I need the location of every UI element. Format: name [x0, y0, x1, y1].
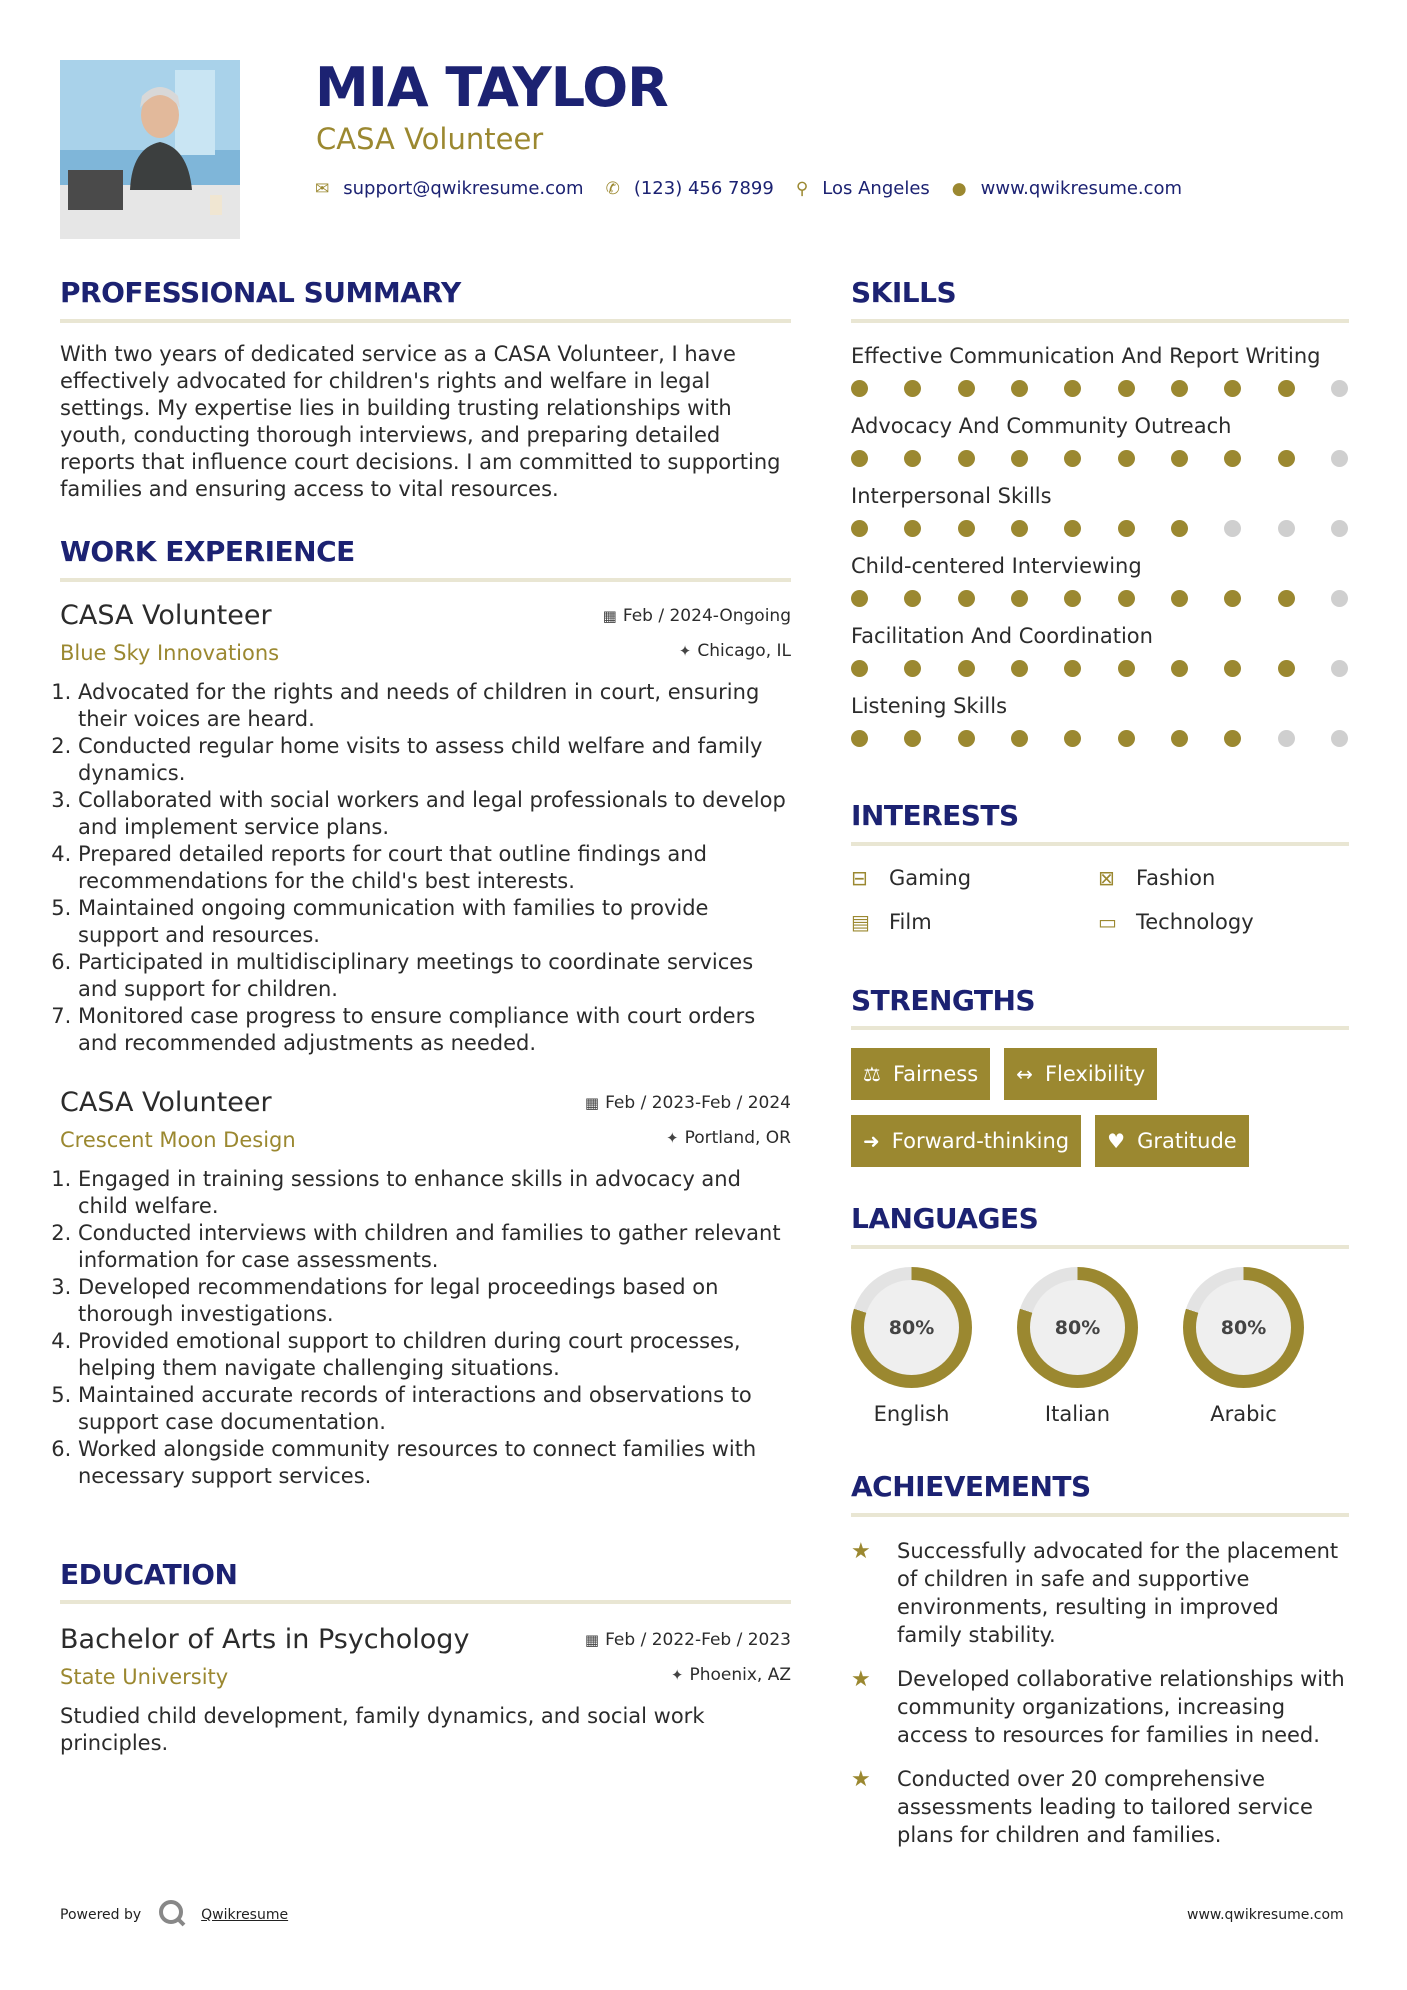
duty-item: 7. Monitored case progress to ensure compliance with court orders and recommended adjustments as needed. [78, 1003, 791, 1057]
section-heading: LANGUAGES [851, 1202, 1039, 1236]
section-heading: PROFESSIONAL SUMMARY [60, 276, 461, 309]
skill-dot-filled [958, 660, 975, 677]
skill-dot-filled [958, 450, 975, 467]
skill-dot-filled [1118, 380, 1135, 397]
phone-icon: ✆ [605, 178, 620, 199]
skill-dot-filled [1171, 380, 1188, 397]
achievement-item [851, 1665, 1349, 1749]
pushpin-icon: ✦ [678, 641, 692, 660]
section-heading: WORK EXPERIENCE [60, 534, 355, 568]
section-heading: STRENGTHS [851, 983, 1036, 1017]
achievement-item [851, 1765, 1349, 1849]
contact-bar [315, 178, 1204, 199]
skill-dot-filled [904, 730, 921, 747]
section-divider [851, 1513, 1349, 1517]
skill-dot-filled [958, 520, 975, 537]
skill-dot-filled [1224, 660, 1241, 677]
job-date-text: Feb / 2024-Ongoing [622, 605, 791, 626]
school-name: State University [60, 1665, 229, 1690]
skill-dot-filled [1064, 450, 1081, 467]
strength-label: Flexibility [1044, 1062, 1146, 1087]
skill-dot-filled [851, 520, 868, 537]
skill-dot-filled [1064, 590, 1081, 607]
section-divider [60, 578, 791, 582]
skill-dot-filled [1011, 520, 1028, 537]
job-location-text: Portland, OR [684, 1127, 791, 1148]
star-icon: ★ [851, 1538, 871, 1564]
skill-dot-filled [851, 450, 868, 467]
language-percent: 80% [864, 1280, 959, 1375]
skill-rating [851, 520, 1348, 537]
qwikresume-logo [157, 1898, 187, 1932]
skill-dot-filled [1224, 730, 1241, 747]
skill-dot-filled [1171, 660, 1188, 677]
skill-name: Effective Communication And Report Writing [851, 343, 1321, 368]
heart-icon: ♥ [1107, 1129, 1126, 1154]
contact-phone[interactable] [606, 178, 774, 199]
skill-dot-filled [1011, 590, 1028, 607]
language-ring [1183, 1267, 1304, 1388]
job-location [666, 1128, 791, 1148]
job-date-text: Feb / 2023-Feb / 2024 [605, 1092, 791, 1113]
skill-dot-filled [1064, 380, 1081, 397]
strength-label: Gratitude [1137, 1129, 1237, 1154]
contact-email[interactable] [315, 178, 584, 199]
language-item [1017, 1267, 1138, 1426]
skill-dot-filled [1064, 730, 1081, 747]
skill-dot-empty [1331, 660, 1348, 677]
skill-dot-filled [1118, 730, 1135, 747]
section-heading: SKILLS [851, 276, 957, 309]
arrows-horizontal-icon: ↔ [1016, 1062, 1033, 1087]
job-location-text: Chicago, IL [697, 640, 791, 661]
skill-dot-empty [1331, 590, 1348, 607]
skill-dot-filled [1224, 450, 1241, 467]
star-icon: ★ [851, 1766, 871, 1792]
gamepad-icon: ⊟ [851, 865, 868, 890]
education-location [671, 1665, 791, 1685]
powered-by-label: Powered by [60, 1907, 142, 1923]
scale-icon: ⚖ [863, 1062, 881, 1087]
language-ring [1017, 1267, 1138, 1388]
contact-phone-text: (123) 456 7899 [633, 178, 774, 199]
section-divider [851, 842, 1349, 846]
duty-item: 6. Participated in multidisciplinary meetings to coordinate services and support for children. [78, 949, 791, 1003]
duty-item: 1. Advocated for the rights and needs of children in court, ensuring their voices are heard. [78, 679, 791, 733]
language-percent: 80% [1030, 1280, 1125, 1375]
contact-email-text: support@qwikresume.com [343, 178, 584, 199]
skill-dot-filled [904, 590, 921, 607]
strength-label: Forward-thinking [891, 1129, 1070, 1154]
contact-location [796, 178, 930, 199]
skill-item [851, 621, 1349, 677]
skill-dot-filled [1224, 590, 1241, 607]
achievement-text: Developed collaborative relationships with community organizations, increasing access to resources for families in need. [897, 1666, 1345, 1747]
skill-dot-empty [1331, 380, 1348, 397]
section-heading: INTERESTS [851, 798, 1019, 832]
interest-item [1098, 910, 1345, 934]
skill-item [851, 341, 1349, 397]
section-heading: ACHIEVEMENTS [851, 1470, 1091, 1504]
duty-item: 5. Maintained accurate records of interactions and observations to support case documentation. [78, 1382, 791, 1436]
left-column [60, 278, 791, 1757]
footer-website[interactable]: www.qwikresume.com [1187, 1907, 1344, 1923]
calendar-icon: ▦ [584, 1093, 600, 1112]
star-icon: ★ [851, 1666, 871, 1692]
job-title: CASA Volunteer [60, 1086, 272, 1118]
language-name: Italian [1044, 1402, 1111, 1427]
skill-name: Listening Skills [851, 693, 1008, 718]
skill-rating [851, 590, 1348, 607]
envelope-icon: ✉ [315, 178, 330, 199]
strength-chip [1095, 1115, 1249, 1167]
duty-item: 4. Provided emotional support to children during court processes, helping them navigate challenging situations. [78, 1328, 791, 1382]
job-date [585, 1093, 791, 1113]
calendar-icon: ▦ [584, 1631, 600, 1650]
contact-website[interactable] [952, 178, 1182, 199]
profile-photo [60, 60, 240, 239]
interest-item [1098, 866, 1345, 890]
skill-dot-empty [1278, 520, 1295, 537]
section-divider [60, 319, 791, 323]
skill-dot-empty [1278, 730, 1295, 747]
skill-dot-filled [1278, 380, 1295, 397]
calendar-icon: ▦ [602, 606, 617, 625]
skills-section [851, 278, 1349, 747]
skill-dot-filled [1171, 730, 1188, 747]
job-entry [60, 600, 791, 1057]
skill-dot-filled [851, 590, 868, 607]
skill-dot-filled [1171, 520, 1188, 537]
skill-dot-filled [1118, 660, 1135, 677]
skill-dot-filled [1118, 520, 1135, 537]
brand-link[interactable]: Qwikresume [201, 1907, 289, 1923]
skill-dot-filled [904, 520, 921, 537]
skill-item [851, 411, 1349, 467]
skill-item [851, 691, 1349, 747]
education-description: Studied child development, family dynamics, and social work principles. [60, 1704, 705, 1756]
skill-name: Child-centered Interviewing [851, 553, 1142, 578]
section-divider [851, 1026, 1349, 1030]
skill-dot-filled [1118, 590, 1135, 607]
strengths-section [851, 983, 1349, 1183]
job-location [679, 641, 791, 661]
skill-dot-filled [1011, 380, 1028, 397]
skill-dot-filled [1064, 520, 1081, 537]
interest-label: Technology [1136, 909, 1254, 934]
skill-name: Facilitation And Coordination [851, 623, 1153, 648]
skill-dot-filled [958, 590, 975, 607]
shopping-bag-icon: ⊠ [1098, 865, 1115, 890]
language-item [851, 1267, 972, 1426]
skill-item [851, 481, 1349, 537]
language-name: English [873, 1402, 950, 1427]
duties-list [60, 679, 791, 1057]
interests-section [851, 798, 1349, 934]
achievements-section [851, 1472, 1349, 1849]
duty-item: 4. Prepared detailed reports for court that outline findings and recommendations for the child's best interests. [78, 841, 791, 895]
pushpin-icon: ✦ [670, 1666, 684, 1685]
job-company: Crescent Moon Design [60, 1127, 296, 1152]
strength-label: Fairness [892, 1062, 979, 1087]
skill-dot-filled [1171, 590, 1188, 607]
film-icon: ▤ [851, 909, 870, 934]
section-heading: EDUCATION [60, 1557, 238, 1591]
strengths-list [851, 1048, 1349, 1182]
language-item [1183, 1267, 1304, 1426]
languages-list [851, 1267, 1349, 1426]
skill-name: Advocacy And Community Outreach [851, 413, 1232, 438]
language-ring [851, 1267, 972, 1388]
experience-section [60, 534, 791, 1490]
skill-dot-empty [1331, 520, 1348, 537]
summary-section [60, 278, 791, 503]
skill-dot-filled [1224, 380, 1241, 397]
map-pin-icon: ⚲ [795, 178, 809, 199]
duty-item: 3. Collaborated with social workers and legal professionals to develop and implement service plans. [78, 787, 791, 841]
contact-website-text: www.qwikresume.com [980, 178, 1183, 199]
section-divider [851, 1245, 1349, 1249]
interest-label: Film [889, 909, 932, 934]
duty-item: 1. Engaged in training sessions to enhance skills in advocacy and child welfare. [78, 1166, 791, 1220]
skill-dot-filled [1278, 590, 1295, 607]
section-divider [60, 1600, 791, 1604]
skill-dot-filled [1011, 730, 1028, 747]
laptop-icon: ▭ [1098, 909, 1117, 934]
skill-dot-filled [851, 730, 868, 747]
skill-dot-filled [904, 380, 921, 397]
skill-dot-filled [1171, 450, 1188, 467]
arrow-right-icon: ➜ [863, 1129, 880, 1154]
achievement-text: Successfully advocated for the placement of children in safe and supportive environments, resulting in improved family stability. [897, 1538, 1339, 1647]
skill-item [851, 551, 1349, 607]
skill-dot-empty [1224, 520, 1241, 537]
interests-grid [851, 866, 1349, 934]
skill-rating [851, 730, 1348, 747]
skill-dot-filled [904, 660, 921, 677]
job-date [603, 606, 791, 626]
skill-dot-filled [851, 380, 868, 397]
skill-dot-filled [958, 380, 975, 397]
candidate-title: CASA Volunteer [316, 122, 544, 156]
skill-rating [851, 450, 1348, 467]
pushpin-icon: ✦ [666, 1128, 679, 1147]
duty-item: 2. Conducted interviews with children and families to gather relevant information for case assessments. [78, 1220, 791, 1274]
job-title: CASA Volunteer [60, 599, 272, 631]
right-column [851, 278, 1349, 1849]
skill-dot-empty [1331, 450, 1348, 467]
education-section [60, 1557, 791, 1758]
skill-rating [851, 380, 1348, 397]
interest-item [851, 910, 1098, 934]
skill-dot-filled [1278, 450, 1295, 467]
strength-chip [1004, 1048, 1157, 1100]
candidate-name: MIA TAYLOR [315, 56, 668, 119]
duty-item: 2. Conducted regular home visits to assess child welfare and family dynamics. [78, 733, 791, 787]
globe-icon: ● [951, 178, 967, 199]
skill-dot-filled [1064, 660, 1081, 677]
language-name: Arabic [1210, 1402, 1277, 1427]
strength-chip [851, 1048, 990, 1100]
skill-dot-filled [851, 660, 868, 677]
strength-chip [851, 1115, 1081, 1167]
skill-dot-filled [958, 730, 975, 747]
interest-label: Fashion [1136, 865, 1216, 890]
duty-item: 6. Worked alongside community resources to connect families with necessary support services. [78, 1436, 791, 1490]
job-entry [60, 1087, 791, 1490]
skill-dot-filled [904, 450, 921, 467]
skill-rating [851, 660, 1348, 677]
skill-dot-filled [1011, 660, 1028, 677]
skill-dot-filled [1118, 450, 1135, 467]
summary-text: With two years of dedicated service as a CASA Volunteer, I have effectively advocated for children's rights and welfare in legal settings. My expertise lies in building trusting relationships with youth, conducting thorough interviews, and preparing detailed reports that influence court decisions. I am committed to supporting families and ensuring access to vital resources. [60, 341, 781, 501]
language-percent: 80% [1196, 1280, 1291, 1375]
duties-list [60, 1166, 791, 1490]
education-location-text: Phoenix, AZ [689, 1665, 791, 1686]
duty-item: 3. Developed recommendations for legal proceedings based on thorough investigations. [78, 1274, 791, 1328]
interest-label: Gaming [889, 865, 972, 890]
contact-location-text: Los Angeles [822, 178, 930, 199]
education-date-text: Feb / 2022-Feb / 2023 [605, 1630, 791, 1651]
education-entry [60, 1624, 791, 1757]
job-company: Blue Sky Innovations [60, 640, 280, 665]
interest-item [851, 866, 1098, 890]
skill-name: Interpersonal Skills [851, 483, 1052, 508]
achievement-text: Conducted over 20 comprehensive assessments leading to tailored service plans for children and families. [897, 1766, 1313, 1847]
footer [60, 1898, 288, 1932]
achievement-item [851, 1537, 1349, 1649]
skill-dot-filled [1011, 450, 1028, 467]
degree-title: Bachelor of Arts in Psychology [60, 1624, 470, 1656]
skill-dot-empty [1331, 730, 1348, 747]
duty-item: 5. Maintained ongoing communication with families to provide support and resources. [78, 895, 791, 949]
skill-dot-filled [1278, 660, 1295, 677]
education-date [585, 1630, 791, 1650]
languages-section [851, 1204, 1349, 1426]
